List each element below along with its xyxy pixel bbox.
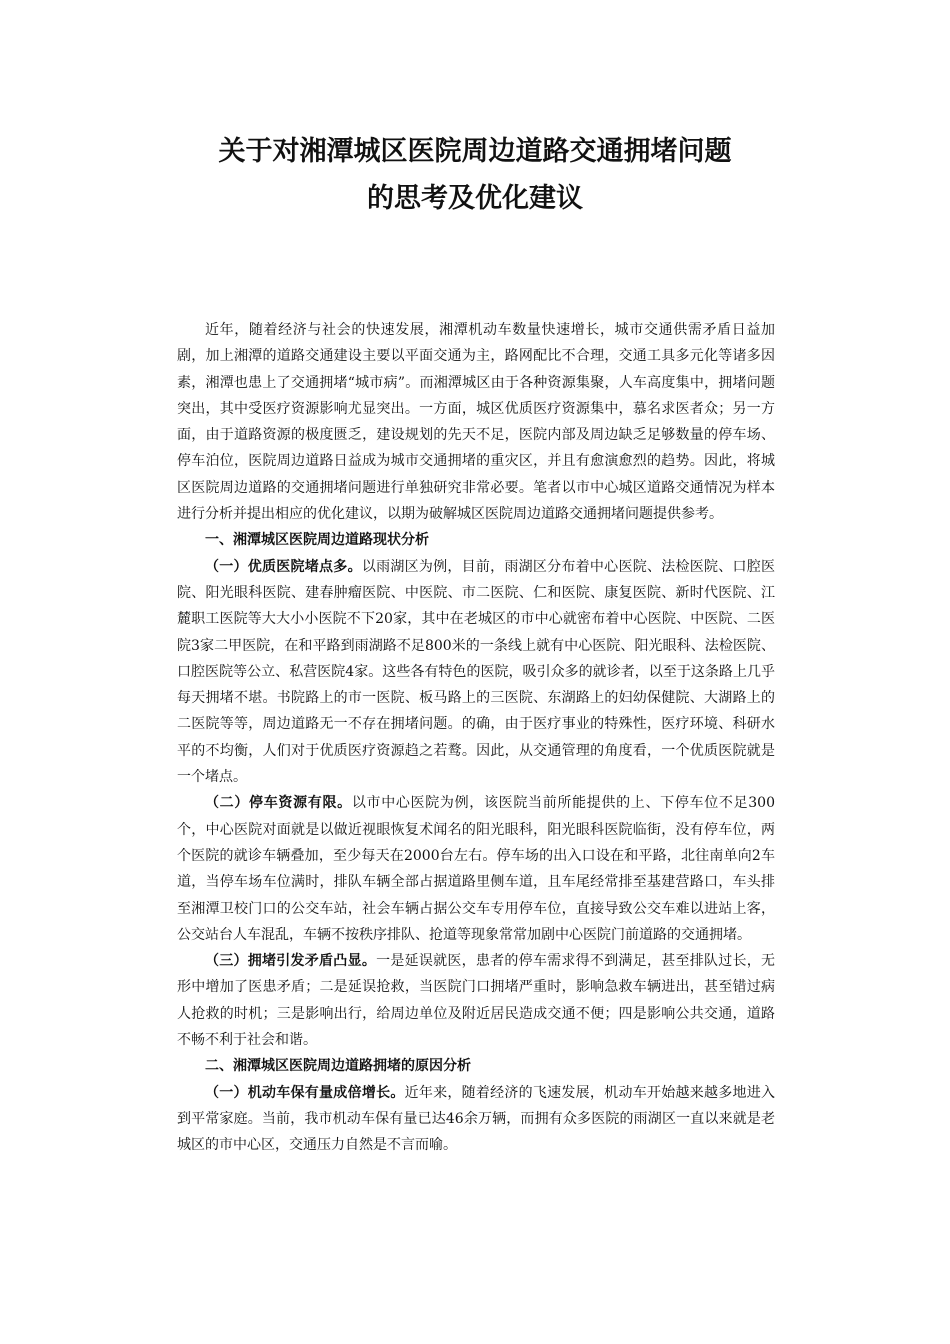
paragraph-s1p2 — [177, 790, 775, 948]
paragraph-s1p1 — [177, 554, 775, 791]
intro-paragraph: 近年，随着经济与社会的快速发展，湘潭机动车数量快速增长，城市交通供需矛盾日益加剧，加上湘潭的道路交通建设主要以平面交通为主，路网配比不合理，交通工具多元化等诸多因素，湘潭也患上了交通拥堵“城市病”。而湘潭城区由于各种资源集聚，人车高度集中，拥堵问题突出，其中受医疗资源影响尤显突出。一方面，城区优质医疗资源集中，慕名求医者众；另一方面，由于道路资源的极度匮乏，建设规划的先天不足，医院内部及周边缺乏足够数量的停车场、停车泊位，医院周边道路日益成为城市交通拥堵的重灾区，并且有愈演愈烈的趋势。因此，将城区医院周边道路的交通拥堵问题进行单独研究非常必要。笔者以市中心城区道路交通情况为样本进行分析并提出相应的优化建议，以期为破解城区医院周边道路交通拥堵问题提供参考。 — [177, 322, 775, 523]
paragraph-s2p1 — [177, 1080, 775, 1159]
paragraph-lead: （三）拥堵引发矛盾凸显。 — [205, 953, 377, 970]
document-body — [177, 317, 775, 1159]
paragraph-lead: （二）停车资源有限。 — [205, 795, 352, 812]
paragraph-text: 以雨湖区为例，目前，雨湖区分布着中心医院、法检医院、口腔医院、阳光眼科医院、建春肿瘤医院、中医院、市二医院、仁和医院、康复医院、新时代医院、江麓职工医院等大大小小医院不下20家，其中在老城区的市中心就密布着中心医院、中医院、二医院3家二甲医院，在和平路到雨湖路不足800米的一条线上就有中心医院、阳光眼科、法检医院、口腔医院等公立、私营医院4家。这些各有特色的医院，吸引众多的就诊者，以至于这条路上几乎每天拥堵不堪。书院路上的市一医院、板马路上的三医院、东湖路上的妇幼保健院、大湖路上的二医院等等，周边道路无一不存在拥堵问题。的确，由于医疗事业的特殊性，医疗环境、科研水平的不均衡，人们对于优质医疗资源趋之若鹜。因此，从交通管理的角度看，一个优质医院就是一个堵点。 — [177, 558, 776, 786]
section-heading-1: 一、湘潭城区医院周边道路现状分析 — [205, 532, 429, 549]
document-title-line1: 关于对湘潭城区医院周边道路交通拥堵问题 — [218, 136, 732, 167]
paragraph-text: 近年来，随着经济的飞速发展，机动车开始越来越多地进入到平常家庭。当前，我市机动车保有量已达46余万辆，而拥有众多医院的雨湖区一直以来就是老城区的市中心区，交通压力自然是不言而喻。 — [177, 1084, 776, 1154]
paragraph-lead: （一）优质医院堵点多。 — [205, 558, 362, 575]
section-heading-2: 二、湘潭城区医院周边道路拥堵的原因分析 — [205, 1058, 471, 1075]
paragraph-s1p3 — [177, 948, 775, 1053]
paragraph-text: 一是延误就医，患者的停车需求得不到满足，甚至排队过长，无形中增加了医患矛盾；二是延误抢救，当医院门口拥堵严重时，影响急救车辆进出，甚至错过病人抢救的时机；三是影响出行，给周边单位及附近居民造成交通不便；四是影响公共交通，道路不畅不利于社会和谐。 — [177, 953, 775, 1049]
paragraph-lead: （一）机动车保有量成倍增长。 — [205, 1084, 405, 1101]
document-title-line2: 的思考及优化建议 — [367, 183, 583, 214]
paragraph-text: 以市中心医院为例，该医院当前所能提供的上、下停车位不足300个，中心医院对面就是以做近视眼恢复术闻名的阳光眼科，阳光眼科医院临街，没有停车位，两个医院的就诊车辆叠加，至少每天在2000台左右。停车场的出入口设在和平路，北往南单向2车道，当停车场车位满时，排队车辆全部占据道路里侧车道，且车尾经常排至基建营路口，车头排至湘潭卫校门口的公交车站，社会车辆占据公交车专用停车位，直接导致公交车难以进站上客，公交站台人车混乱，车辆不按秩序排队、抢道等现象常常加剧中心医院门前道路的交通拥堵。 — [177, 795, 775, 943]
